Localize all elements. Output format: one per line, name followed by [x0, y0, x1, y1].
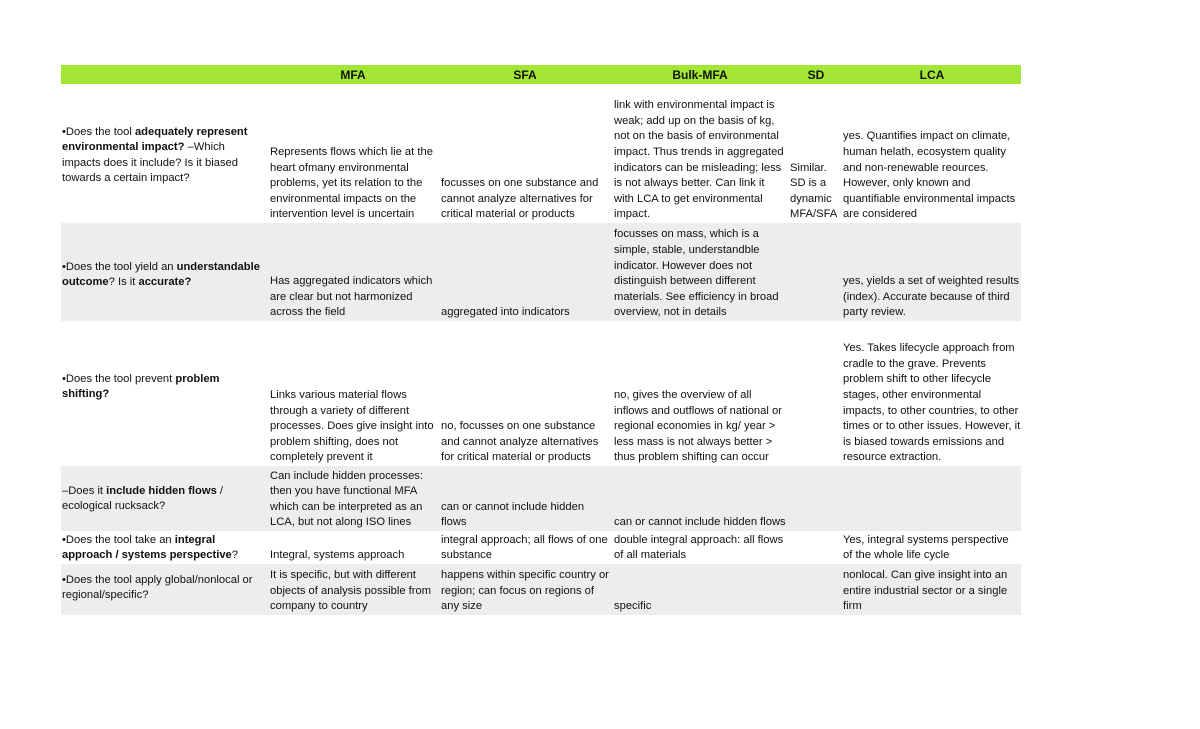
mfa-cell: Can include hidden processes: then you have functional MFA which can be interpreted as an LCA, but not along ISO lines [270, 469, 423, 529]
mfa-cell: Represents flows which lie at the heart ofmany environmental problems, yet its relation to the environmental impacts on the intervention level is uncertain [270, 146, 433, 221]
sfa-cell: no, focusses on one substance and cannot analyze alternatives for critical material or products [441, 420, 599, 464]
question-fragment: –Does it [62, 484, 107, 497]
header-sd: SD [807, 68, 825, 83]
question-text [62, 125, 263, 187]
question-text [62, 484, 263, 515]
sfa-cell: integral approach; all flows of one substance [441, 533, 608, 562]
table-row-problem-shifting [61, 321, 1021, 466]
header-empty [61, 65, 269, 84]
header-sfa: SFA [513, 68, 537, 83]
lca-cell: nonlocal. Can give insight into an entire industrial sector or a single firm [843, 569, 1008, 613]
mfa-cell: Integral, systems approach [270, 549, 405, 562]
sd-cell [789, 223, 842, 321]
question-fragment: •Does the tool [62, 125, 135, 138]
question-emphasis: adequately represent environmental impact? [62, 125, 248, 154]
header-row [61, 65, 1021, 84]
lca-cell: yes. Quantifies impact on climate, human helath, ecosystem quality and non-renewable reources. However, only known and quantifiable environmental impacts are considered [843, 130, 1016, 221]
sfa-cell: happens within specific country or region; can focus on regions of any size [441, 569, 609, 613]
question-emphasis: integral approach / systems perspective [62, 533, 232, 562]
sd-cell [789, 531, 842, 564]
table-row-hidden-flows [61, 466, 1021, 531]
question-fragment: •Does the tool take an [62, 533, 175, 546]
mfa-cell: Has aggregated indicators which are clear but not harmonized across the field [270, 275, 433, 319]
sfa-cell: focusses on one substance and cannot analyze alternatives for critical material or products [441, 177, 599, 221]
table-row-understandable-outcome [61, 223, 1021, 321]
question-fragment: / ecological rucksack? [62, 484, 224, 513]
question-fragment: ? [231, 549, 238, 562]
sfa-cell: aggregated into indicators [441, 306, 570, 319]
question-text [62, 372, 263, 403]
question-cell [61, 223, 269, 321]
question-fragment: •Does the tool apply global/nonlocal or regional/specific? [62, 573, 253, 602]
mfa-cell: It is specific, but with different objects of analysis possible from company to country [270, 569, 432, 613]
question-fragment: ? Is it [108, 276, 139, 289]
sd-cell [789, 466, 842, 531]
question-cell [61, 564, 269, 615]
lca-cell: yes, yields a set of weighted results (index). Accurate because of third party review. [843, 275, 1019, 319]
sd-cell [789, 321, 842, 466]
question-emphasis: problem shifting? [62, 372, 220, 401]
table-row-integral-approach [61, 531, 1021, 564]
question-fragment: –Which impacts does it include? Is it biased towards a certain impact? [62, 141, 238, 185]
question-text [62, 533, 263, 564]
bulk-mfa-cell: link with environmental impact is weak; add up on the basis of kg, not on the basis of environmental impact. Thus trends in aggregated indicators can be misleading; less is not always better. Can link it with LCA to get environmental impact. [614, 99, 784, 221]
question-emphasis: understandable outcome [62, 260, 260, 289]
lca-cell [842, 466, 1021, 531]
question-cell [61, 466, 269, 531]
question-cell [61, 321, 269, 466]
question-fragment: •Does the tool yield an [62, 260, 177, 273]
comparison-table [61, 65, 1021, 615]
table-row-global-regional [61, 564, 1021, 615]
question-cell [61, 531, 269, 564]
header-lca: LCA [919, 68, 945, 83]
bulk-mfa-cell: specific [614, 600, 652, 613]
question-emphasis: include hidden flows [106, 484, 217, 497]
sd-cell: Similar. SD is a dynamic MFA/SFA [790, 161, 838, 221]
bulk-mfa-cell: no, gives the overview of all inflows and outflows of national or regional economies in kg/ year > less mass is not always better > thus problem shifting can occur [614, 389, 782, 464]
question-text [62, 573, 263, 604]
header-bulk-mfa: Bulk-MFA [672, 68, 728, 83]
bulk-mfa-cell: can or cannot include hidden flows [614, 516, 786, 529]
sd-cell [789, 564, 842, 615]
lca-cell: Yes, integral systems perspective of the whole life cycle [843, 533, 1009, 562]
bulk-mfa-cell: double integral approach: all flows of all materials [614, 533, 784, 562]
bulk-mfa-cell: focusses on mass, which is a simple, stable, understandble indicator. However does not distinguish between different materials. See efficiency in broad overview, not in details [614, 228, 779, 319]
lca-cell: Yes. Takes lifecycle approach from cradle to the grave. Prevents problem shift to other lifecycle stages, other environmental impacts, to other countries, to other times or to other issues. However, it is biased towards emissions and resource extraction. [843, 342, 1021, 464]
sfa-cell: can or cannot include hidden flows [441, 500, 585, 529]
question-cell [61, 84, 269, 223]
question-emphasis: accurate? [138, 276, 192, 289]
question-text [62, 260, 263, 291]
mfa-cell: Links various material flows through a variety of different processes. Does give insight into problem shifting, does not completely prevent it [270, 389, 434, 464]
header-mfa: MFA [340, 68, 366, 83]
question-fragment: •Does the tool prevent [62, 372, 176, 385]
table-row-environmental-impact [61, 84, 1021, 223]
